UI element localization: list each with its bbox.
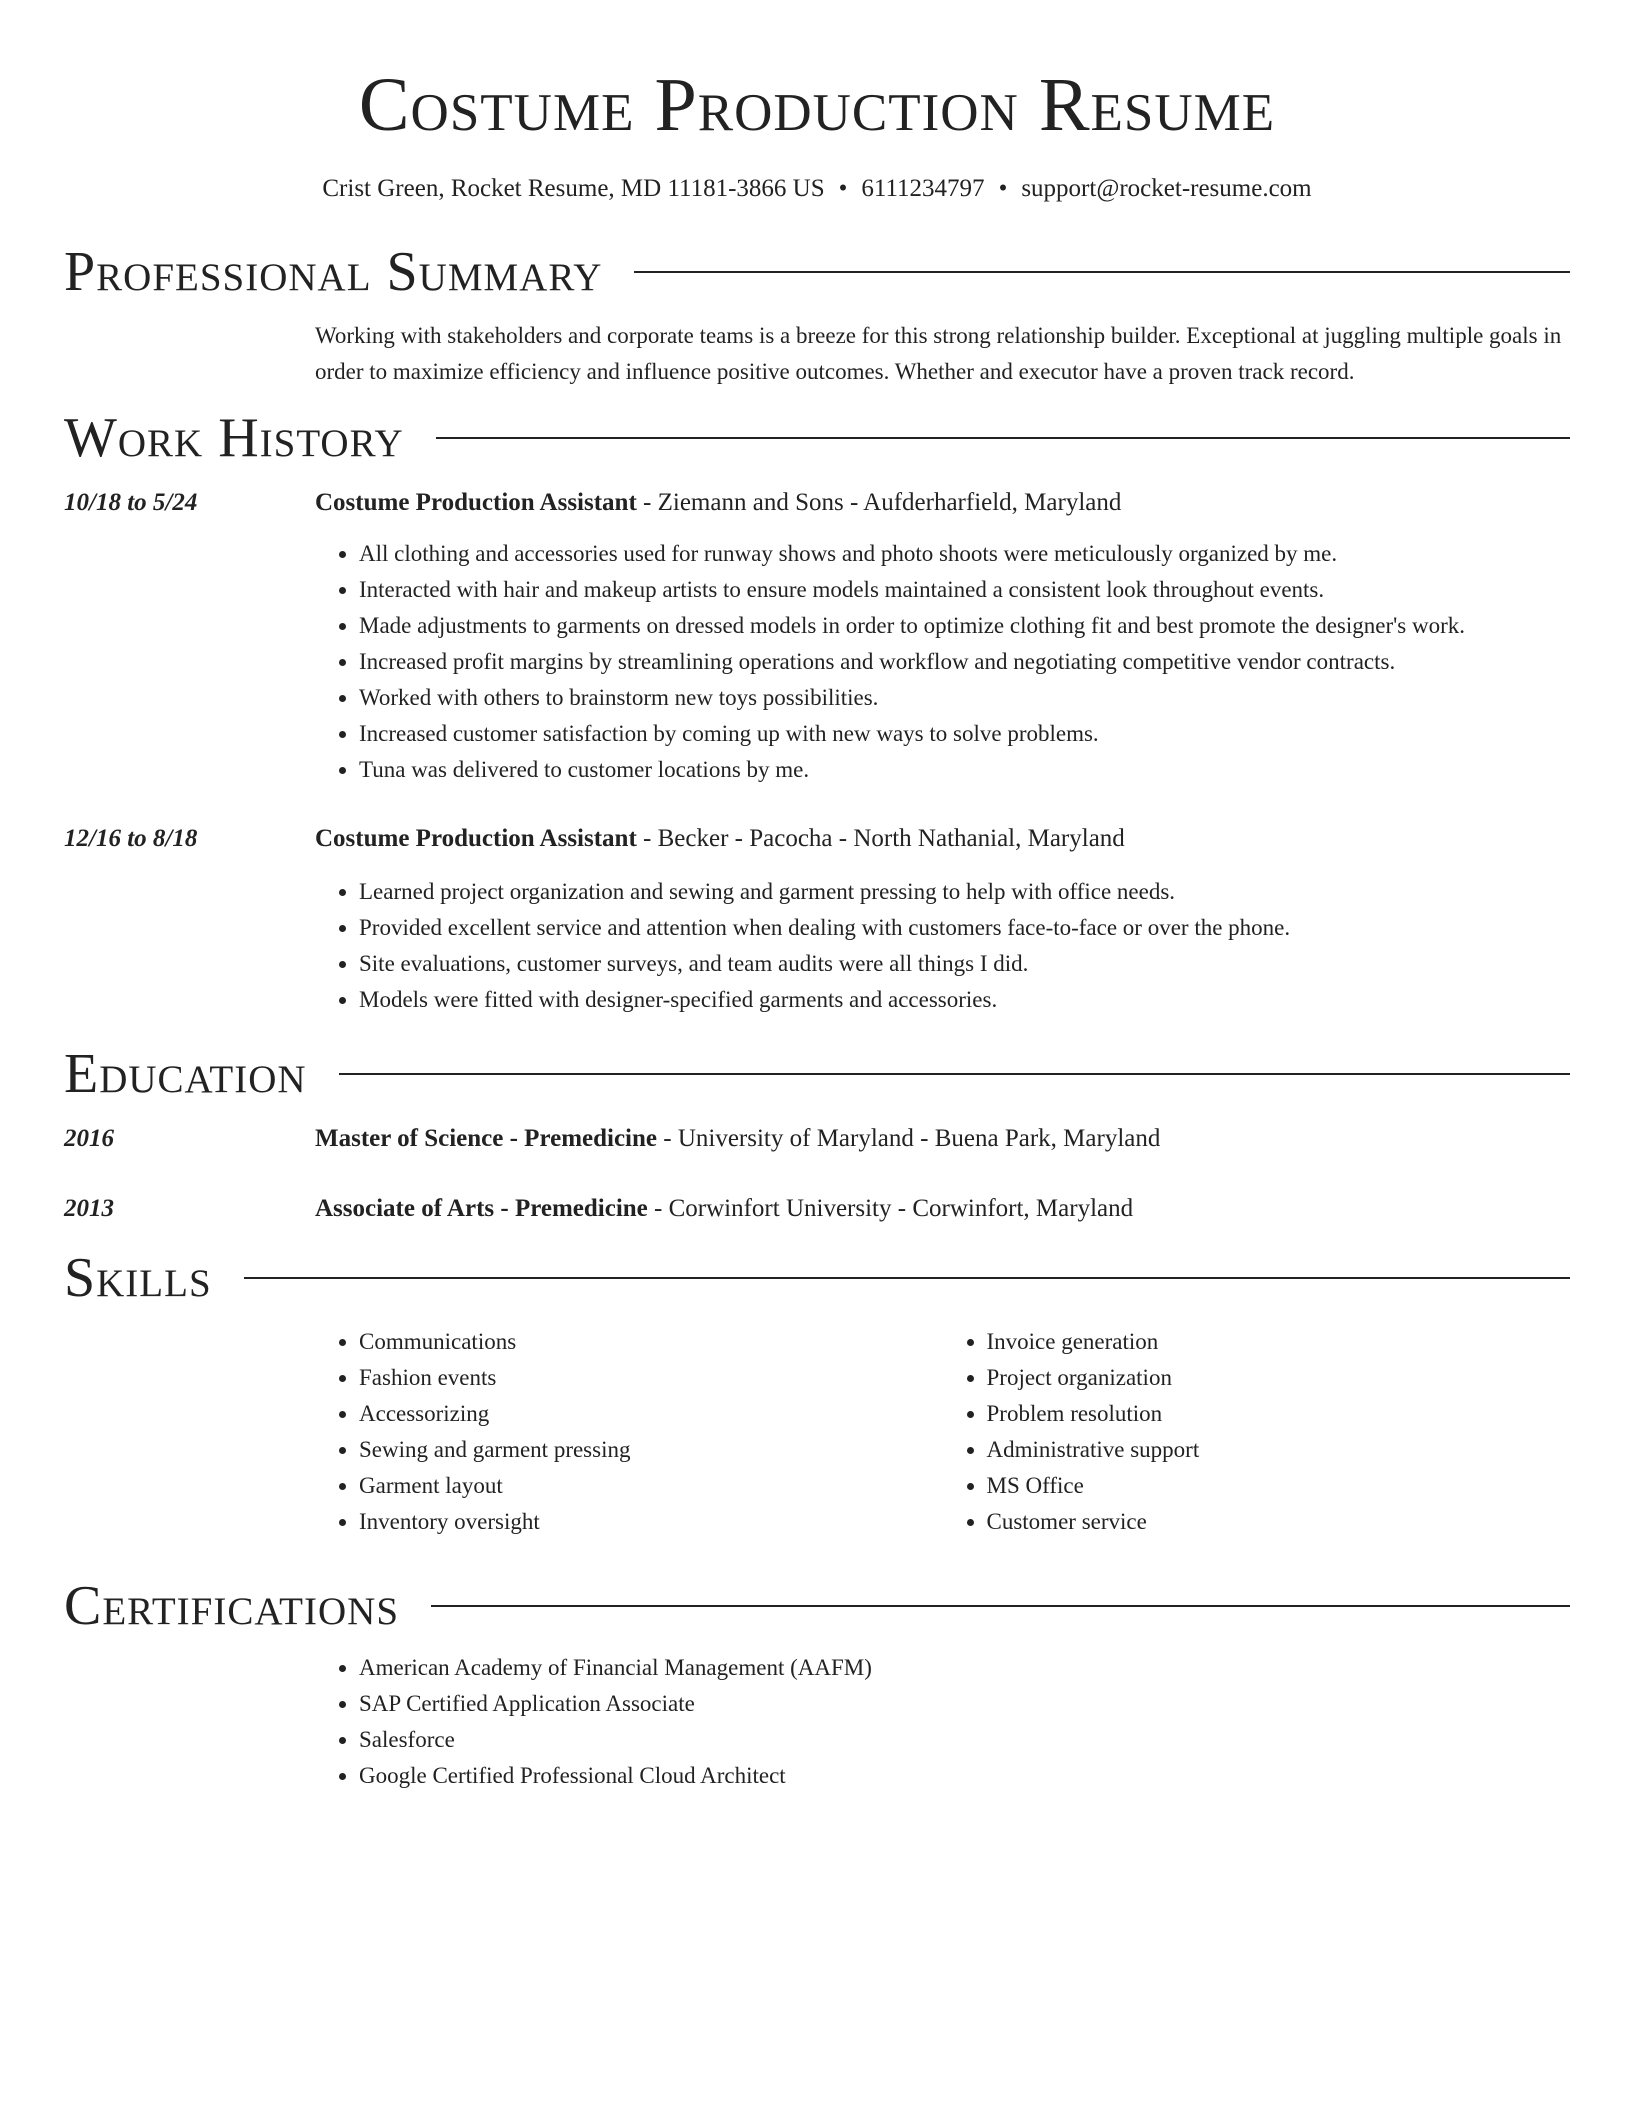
list-item: • Worked with others to brainstorm new toys possibilities. bbox=[359, 680, 1570, 716]
section-divider bbox=[339, 1073, 1570, 1075]
section-divider bbox=[436, 437, 1570, 439]
job-bullets bbox=[315, 536, 1570, 788]
skills-column-right bbox=[943, 1324, 1571, 1540]
education-heading-line bbox=[315, 1192, 1570, 1226]
list-item: • Increased customer satisfaction by coming up with new ways to solve problems. bbox=[359, 716, 1570, 752]
job-details: - Ziemann and Sons - Aufderharfield, Maryland bbox=[636, 489, 1122, 516]
summary-text: Working with stakeholders and corporate teams is a breeze for this strong relationship builder. Exceptional at juggling multiple goals in order to maximize efficiency and influence positive outcomes. Whether and executor have a proven track record. bbox=[315, 323, 1562, 384]
summary-heading: Professional Summary bbox=[64, 241, 603, 303]
education-section-header bbox=[64, 1042, 1570, 1106]
list-item: • All clothing and accessories used for runway shows and photo shoots were meticulously organized by me. bbox=[359, 536, 1570, 572]
skill-item: • Inventory oversight bbox=[359, 1504, 943, 1540]
document-title: Costume Production Resume bbox=[358, 63, 1276, 147]
skills-section-header bbox=[64, 1246, 1570, 1310]
job-heading bbox=[315, 486, 1570, 520]
work-section-header bbox=[64, 406, 1570, 470]
job-entry bbox=[64, 822, 1570, 856]
skill-item: • Project organization bbox=[987, 1360, 1571, 1396]
skills-heading: Skills bbox=[64, 1247, 212, 1309]
contact-phone: 6111234797 bbox=[861, 175, 985, 202]
contact-email: support@rocket-resume.com bbox=[1021, 175, 1312, 202]
contact-address: Crist Green, Rocket Resume, MD 11181-3866 US bbox=[322, 175, 825, 202]
work-heading: Work History bbox=[64, 407, 404, 469]
certification-item: • Salesforce bbox=[359, 1722, 1570, 1758]
skill-item: • Communications bbox=[359, 1324, 943, 1360]
job-entry bbox=[64, 486, 1570, 520]
section-divider bbox=[244, 1277, 1570, 1279]
skill-item: • Invoice generation bbox=[987, 1324, 1571, 1360]
skill-item: • MS Office bbox=[987, 1468, 1571, 1504]
list-item: • Models were fitted with designer-specified garments and accessories. bbox=[359, 982, 1570, 1018]
education-entry bbox=[64, 1192, 1570, 1226]
certifications-section-header bbox=[64, 1574, 1570, 1638]
skill-item: • Customer service bbox=[987, 1504, 1571, 1540]
list-item: • Provided excellent service and attention when dealing with customers face-to-face or over the phone. bbox=[359, 910, 1570, 946]
job-title: Costume Production Assistant bbox=[315, 489, 637, 516]
list-item: • Tuna was delivered to customer locations by me. bbox=[359, 752, 1570, 788]
certification-item: • SAP Certified Application Associate bbox=[359, 1686, 1570, 1722]
education-details: - University of Maryland - Buena Park, Maryland bbox=[657, 1125, 1161, 1152]
job-details: - Becker - Pacocha - North Nathanial, Maryland bbox=[636, 825, 1125, 852]
summary-section-header bbox=[64, 240, 1570, 304]
skills-column-left bbox=[315, 1324, 943, 1540]
certification-item: • American Academy of Financial Management (AAFM) bbox=[359, 1650, 1570, 1686]
skill-item: • Sewing and garment pressing bbox=[359, 1432, 943, 1468]
certification-item: • Google Certified Professional Cloud Architect bbox=[359, 1758, 1570, 1794]
contact-line bbox=[64, 172, 1570, 206]
certifications-list bbox=[315, 1650, 1570, 1794]
skill-item: • Accessorizing bbox=[359, 1396, 943, 1432]
job-title: Costume Production Assistant bbox=[315, 825, 637, 852]
resume-page bbox=[64, 0, 1570, 1794]
job-heading bbox=[315, 822, 1570, 856]
list-item: • Learned project organization and sewing and garment pressing to help with office needs. bbox=[359, 874, 1570, 910]
education-degree: Master of Science - Premedicine bbox=[315, 1125, 658, 1152]
list-item: • Site evaluations, customer surveys, and team audits were all things I did. bbox=[359, 946, 1570, 982]
skill-item: • Administrative support bbox=[987, 1432, 1571, 1468]
education-degree: Associate of Arts - Premedicine bbox=[315, 1195, 648, 1222]
education-year: 2016 bbox=[64, 1125, 114, 1152]
contact-separator: • bbox=[838, 175, 848, 202]
section-divider bbox=[634, 271, 1570, 273]
job-bullets bbox=[315, 874, 1570, 1018]
list-item: • Increased profit margins by streamlining operations and workflow and negotiating competitive vendor contracts. bbox=[359, 644, 1570, 680]
skill-item: • Problem resolution bbox=[987, 1396, 1571, 1432]
job-dates: 12/16 to 8/18 bbox=[64, 825, 198, 852]
education-heading: Education bbox=[64, 1043, 307, 1105]
section-divider bbox=[431, 1605, 1570, 1607]
contact-separator: • bbox=[998, 175, 1008, 202]
certifications-heading: Certifications bbox=[64, 1575, 400, 1637]
skill-item: • Fashion events bbox=[359, 1360, 943, 1396]
job-dates: 10/18 to 5/24 bbox=[64, 489, 198, 516]
education-heading-line bbox=[315, 1122, 1570, 1156]
education-year: 2013 bbox=[64, 1195, 114, 1222]
skill-item: • Garment layout bbox=[359, 1468, 943, 1504]
education-details: - Corwinfort University - Corwinfort, Maryland bbox=[647, 1195, 1134, 1222]
education-entry bbox=[64, 1122, 1570, 1156]
list-item: • Interacted with hair and makeup artists to ensure models maintained a consistent look throughout events. bbox=[359, 572, 1570, 608]
skills-grid bbox=[315, 1324, 1570, 1540]
list-item: • Made adjustments to garments on dressed models in order to optimize clothing fit and best promote the designer's work. bbox=[359, 608, 1570, 644]
